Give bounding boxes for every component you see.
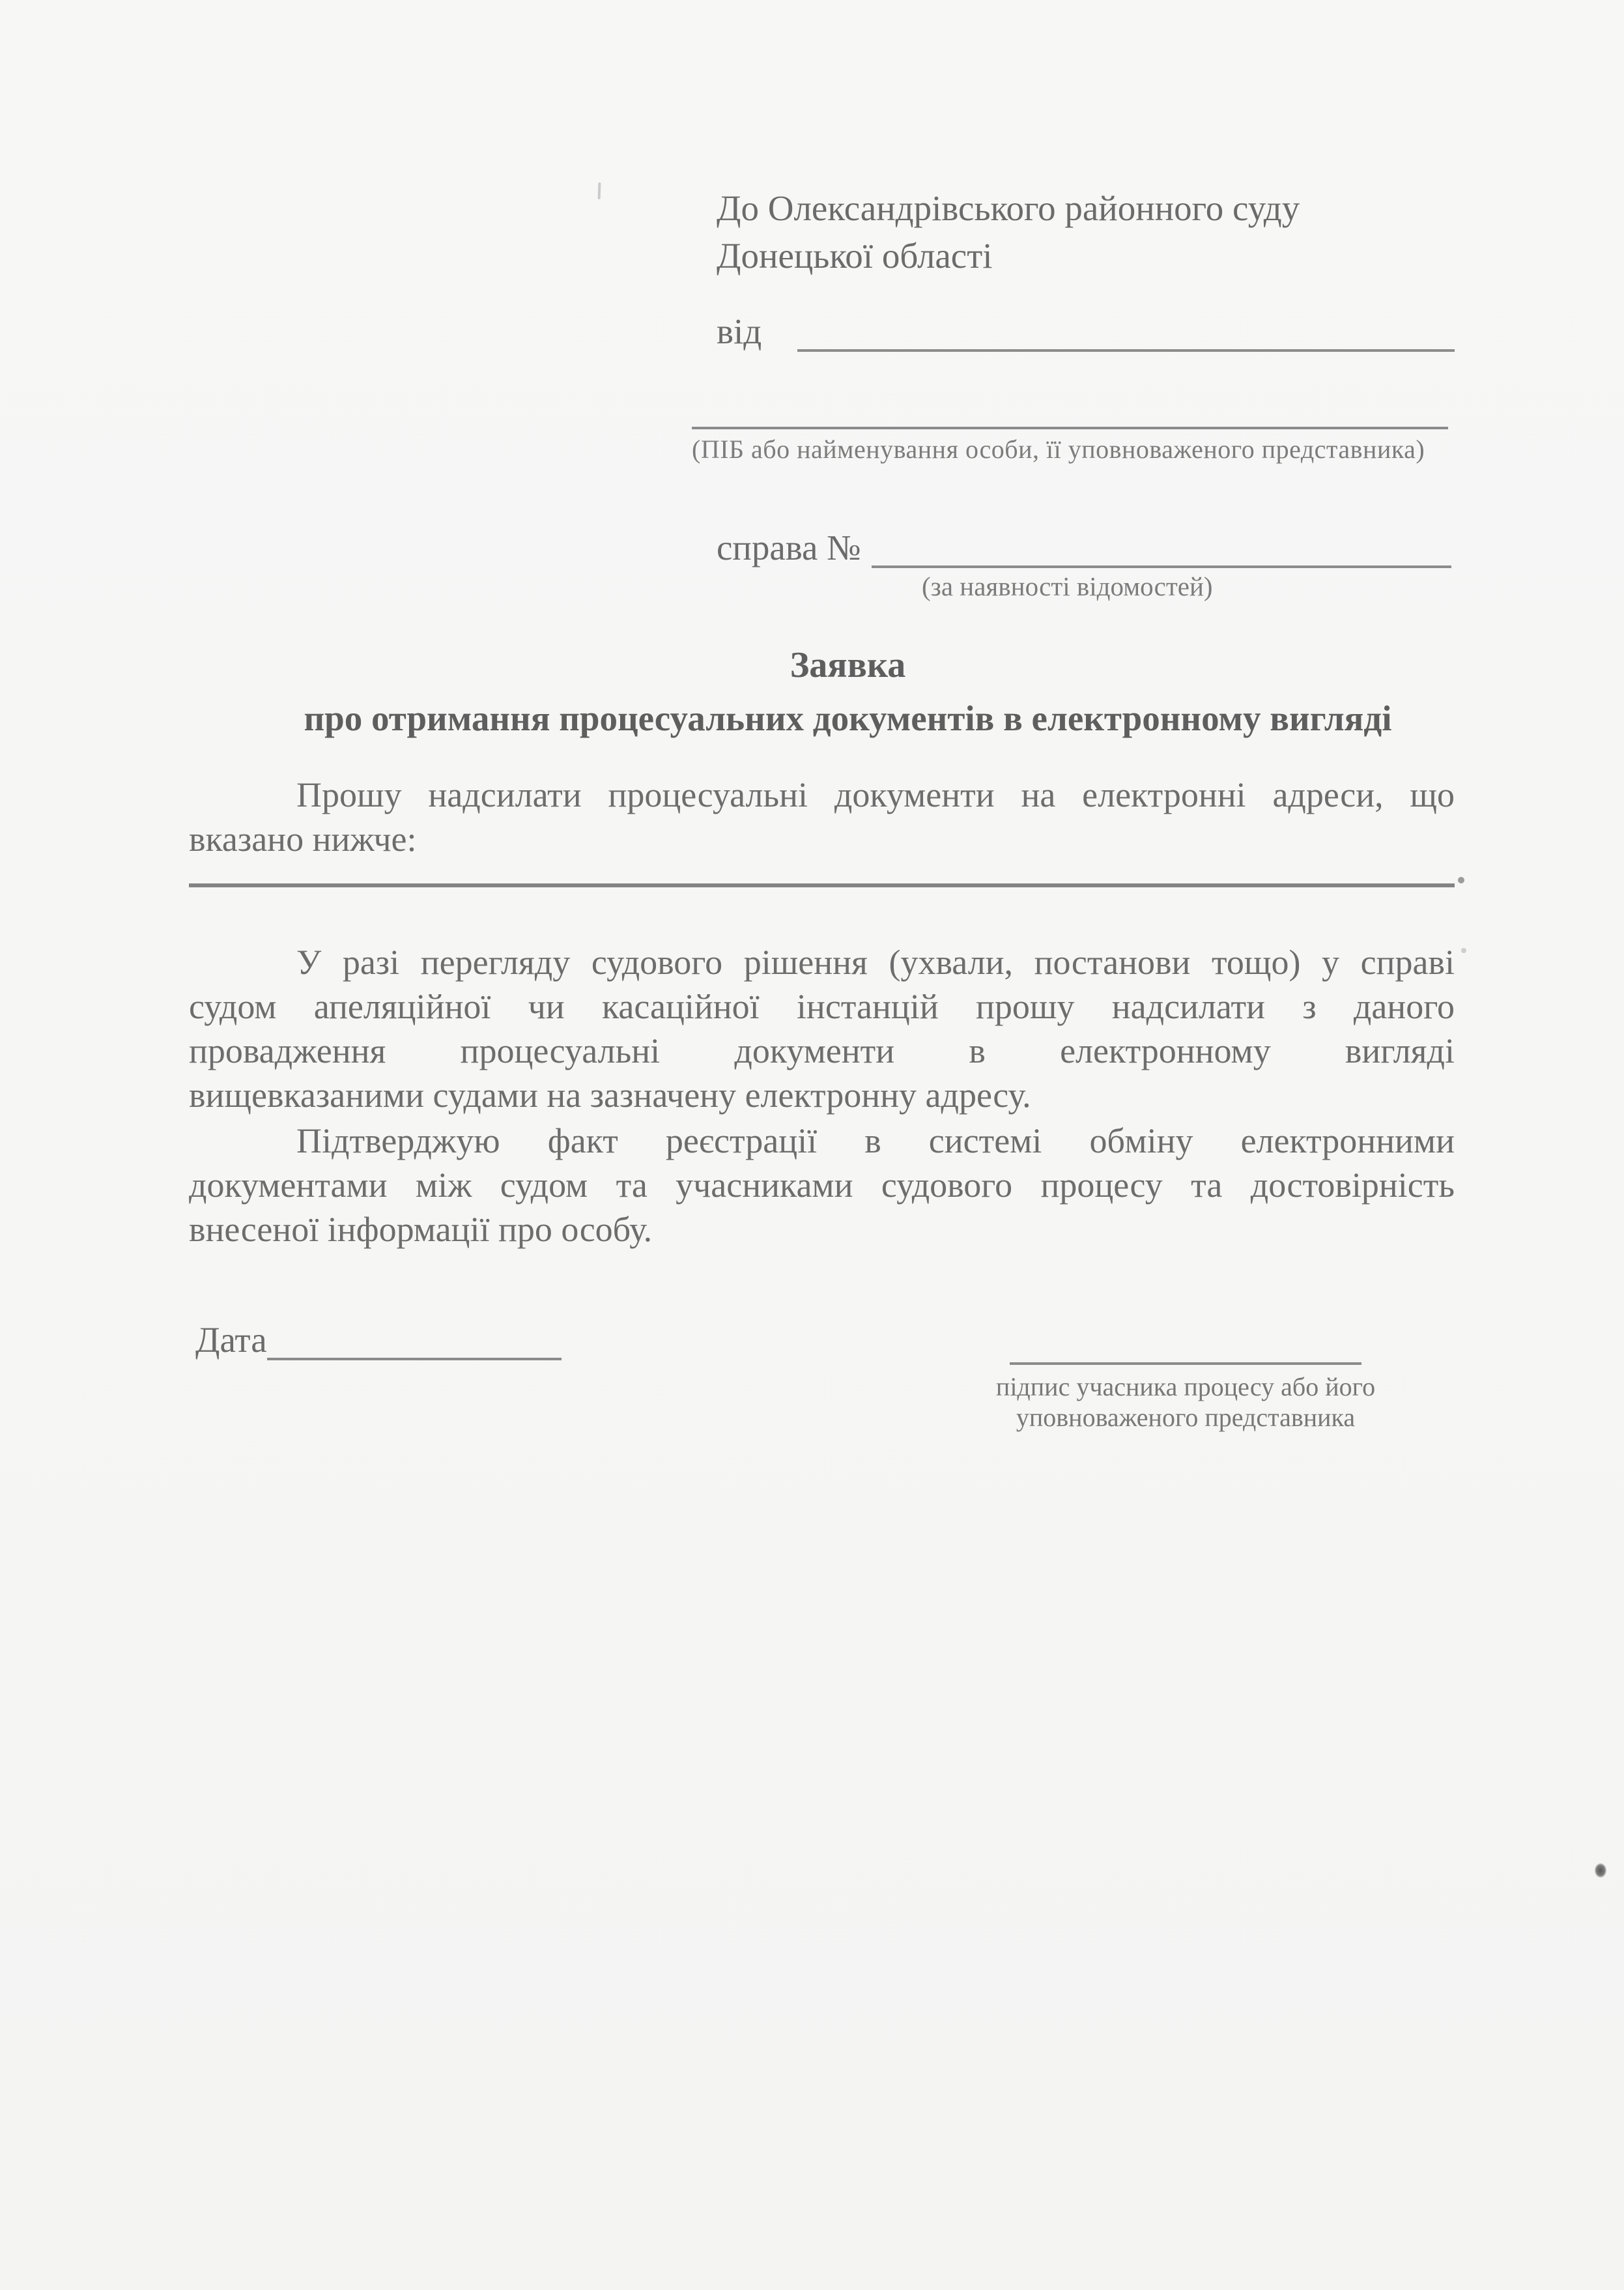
signature-caption	[977, 1371, 1394, 1433]
scan-tick-artifact	[598, 182, 601, 199]
paragraph-confirmation-line1: Підтверджую факт реєстрації в системі обміну електронними	[296, 1121, 1455, 1160]
date-label: Дата	[195, 1320, 267, 1360]
ink-dot-artifact	[1458, 877, 1464, 883]
email-fill-line	[189, 883, 1455, 887]
document-title-line2: про отримання процесуальних документів в електронному вигляді	[304, 698, 1392, 738]
name-fill-line	[692, 391, 1448, 429]
paragraph-review-line2: судом апеляційної чи касаційної інстанцій прошу надсилати з даного	[189, 987, 1455, 1026]
scan-dot-artifact	[1461, 948, 1466, 953]
paragraph-review-line4: вищевказаними судами на зазначену електронну адресу.	[189, 1076, 1031, 1115]
case-number-fill-line	[872, 522, 1451, 568]
from-fill-line	[797, 304, 1455, 352]
signature-caption-line1: підпис учасника процесу або його	[995, 1372, 1376, 1401]
document-title-line1: Заявка	[790, 645, 906, 685]
paragraph-request-line1: Прошу надсилати процесуальні документи на електронні адреси, що	[296, 775, 1455, 814]
signature-block	[977, 1326, 1394, 1433]
paragraph-request	[189, 773, 1455, 861]
from-row	[717, 306, 1455, 352]
case-number-caption: (за наявності відомостей)	[922, 571, 1213, 601]
from-label: від	[717, 311, 762, 351]
court-name-line1: До Олександрівського районного суду	[717, 188, 1300, 228]
paragraph-confirmation	[189, 1119, 1455, 1252]
addressee-block	[717, 184, 1300, 279]
case-number-row	[717, 525, 1451, 568]
name-caption: (ПІБ або найменування особи, її уповноваженого представника)	[692, 435, 1425, 464]
paragraph-confirmation-line3: внесеної інформації про особу.	[189, 1210, 653, 1249]
case-number-label: справа №	[717, 528, 861, 567]
scan-speck-artifact	[1595, 1863, 1606, 1878]
paragraph-review-line3: провадження процесуальні документи в електронному вигляді	[189, 1031, 1455, 1070]
document-title	[215, 642, 1481, 737]
paragraph-confirmation-line2: документами між судом та учасниками судового процесу та достовірність	[189, 1166, 1455, 1205]
paragraph-request-line2: вказано нижче:	[189, 820, 417, 859]
date-fill-line	[267, 1317, 562, 1360]
signature-fill-line	[1010, 1326, 1361, 1365]
paragraph-review	[189, 940, 1455, 1117]
paragraph-review-line1: У разі перегляду судового рішення (ухвали, постанови тощо) у справі	[296, 943, 1455, 982]
court-name-line2: Донецької області	[717, 236, 993, 276]
date-row	[195, 1320, 562, 1360]
signature-caption-line2: уповноваженого представника	[1016, 1403, 1356, 1432]
